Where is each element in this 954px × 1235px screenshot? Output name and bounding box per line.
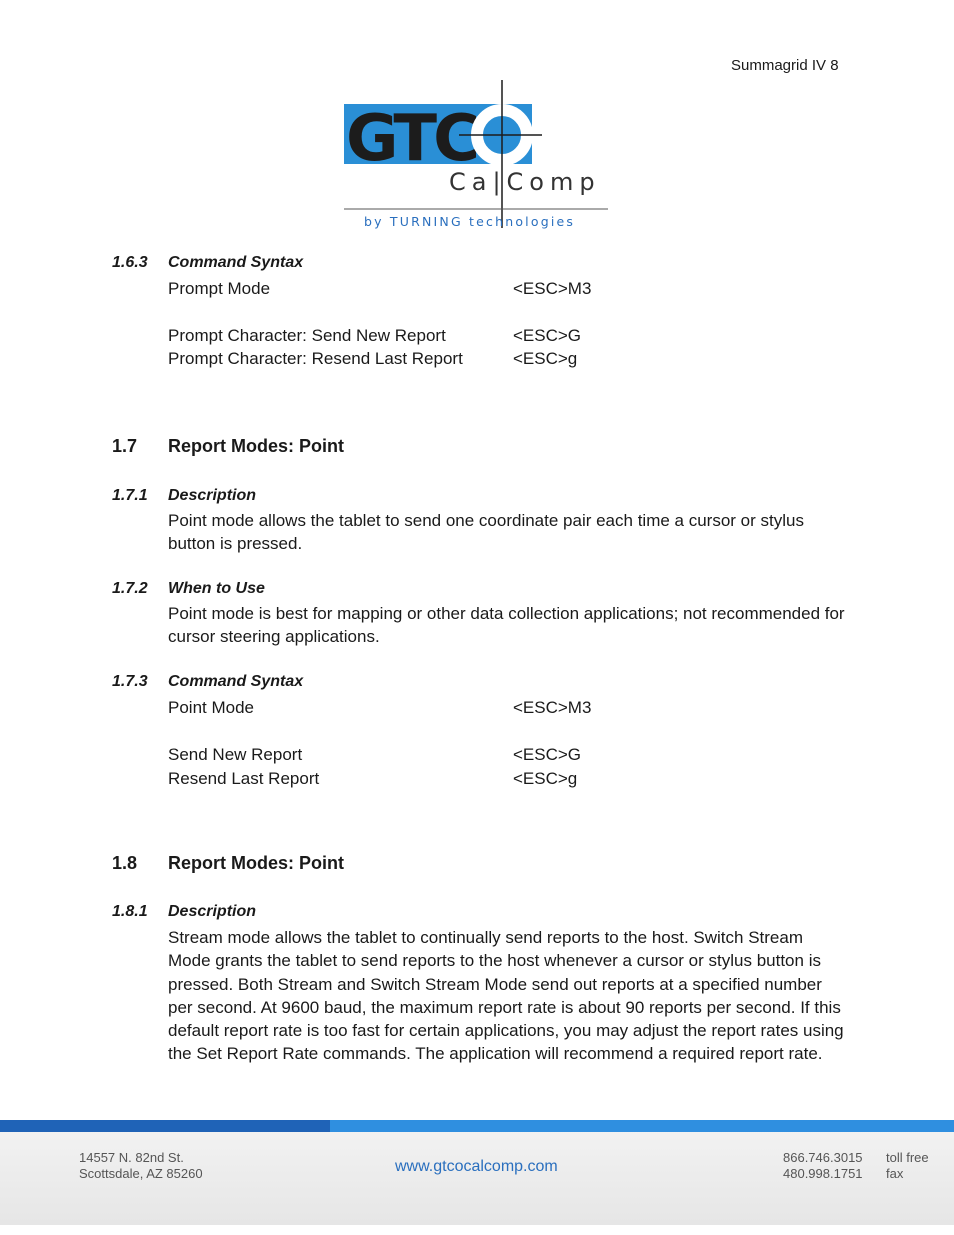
command-label: Point Mode (168, 698, 254, 717)
command-code: <ESC>M3 (513, 279, 592, 298)
command-label: Send New Report (168, 745, 303, 764)
command-code: <ESC>G (513, 326, 582, 345)
phone-number: 866.746.3015 (783, 1150, 863, 1165)
section-number: 1.8 (112, 853, 138, 873)
command-label: Prompt Character: Resend Last Report (168, 349, 463, 368)
section-heading: Command Syntax (168, 673, 304, 690)
command-code: <ESC>g (513, 349, 578, 368)
logo-letters: GTC (346, 102, 477, 176)
paragraph: Point mode allows the tablet to send one coordinate pair each time a cursor or stylus button is pressed. (168, 511, 804, 554)
footer-phone-labels (886, 1150, 929, 1182)
logo-tagline: by TURNING technologies (364, 214, 576, 229)
section-heading: Description (168, 903, 257, 920)
paragraph: Stream mode allows the tablet to continually send reports to the host. Switch Stream Mode grants the tablet to send reports to the host whenever a cursor or stylus button is pressed. Both Stream and Switch Stream Mode send out reports at a specified number per second. At 9600 baud, the maximum report rate is about 90 reports per second. If this default report rate is too fast for certain applications, you may adjust the report rates using the Set Report Rate commands. The application will recommend a required report rate. (168, 928, 844, 1064)
section-number: 1.7.2 (112, 580, 148, 597)
section-number: 1.7 (112, 436, 138, 456)
footer-website-link[interactable]: www.gtcocalcomp.com (395, 1158, 558, 1175)
section-number: 1.7.1 (112, 487, 148, 504)
phone-number: 480.998.1751 (783, 1166, 863, 1181)
phone-label: fax (886, 1166, 904, 1181)
section-number: 1.7.3 (112, 673, 148, 690)
page-footer (0, 1120, 954, 1225)
section-heading: Command Syntax (168, 254, 304, 271)
command-code: <ESC>G (513, 745, 582, 764)
footer-bar-light (330, 1120, 954, 1132)
footer-phones (783, 1150, 863, 1182)
address-line: 14557 N. 82nd St. (79, 1150, 184, 1165)
gtco-calcomp-logo (344, 78, 614, 233)
footer-bar-dark (0, 1120, 330, 1132)
paragraph: Point mode is best for mapping or other data collection applications; not recommended for cursor steering applications. (168, 604, 845, 647)
section-heading: When to Use (168, 580, 265, 597)
logo-sub: Ca|Comp (449, 168, 601, 196)
command-code: <ESC>g (513, 769, 578, 788)
phone-label: toll free (886, 1150, 929, 1165)
command-code: <ESC>M3 (513, 698, 592, 717)
section-number: 1.8.1 (112, 903, 148, 920)
section-heading: Description (168, 487, 257, 504)
section-title: Report Modes: Point (168, 436, 344, 456)
command-label: Prompt Mode (168, 279, 271, 298)
section-number: 1.6.3 (112, 254, 148, 271)
command-label: Prompt Character: Send New Report (168, 326, 446, 345)
command-label: Resend Last Report (168, 769, 320, 788)
page-header-label: Summagrid IV 8 (731, 57, 839, 74)
section-title: Report Modes: Point (168, 853, 344, 873)
footer-address (79, 1150, 203, 1182)
address-line: Scottsdale, AZ 85260 (79, 1166, 203, 1181)
